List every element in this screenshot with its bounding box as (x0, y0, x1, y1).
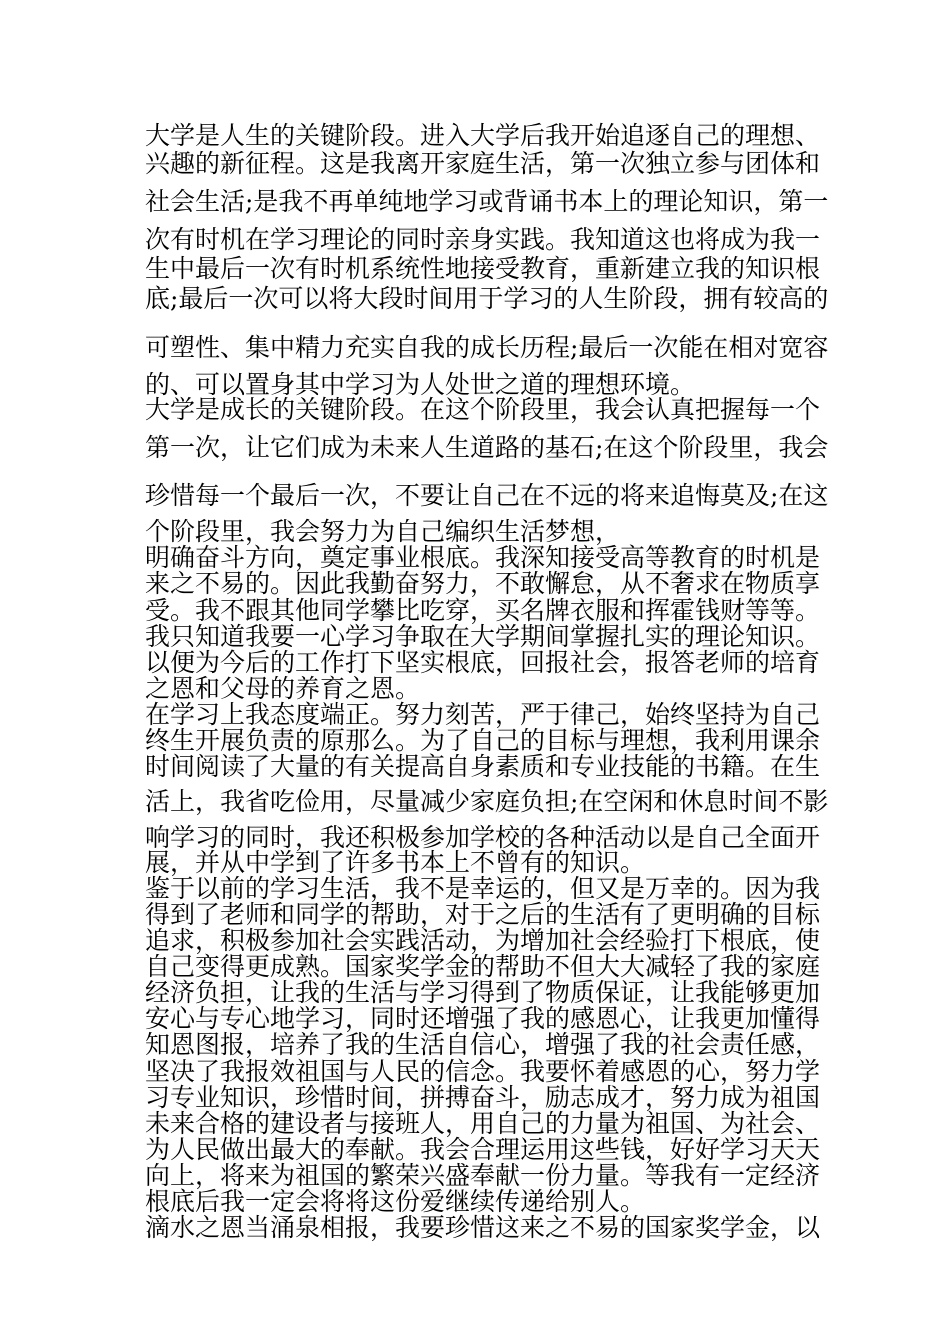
text-line: 安心与专心地学习，同时还增强了我的感恩心，让我更加懂得 (145, 1004, 821, 1033)
text-line: 知恩图报，培养了我的生活自信心，增强了我的社会责任感， (145, 1030, 821, 1059)
text-line: 展，并从中学到了许多书本上不曾有的知识。 (145, 848, 646, 877)
text-line: 生中最后一次有时机系统性地接受教育，重新建立我的知识根 (145, 254, 821, 283)
text-line: 以便为今后的工作打下坚实根底，回报社会，报答老师的培育 (145, 648, 821, 677)
text-line: 根底后我一定会将将这份爱继续传递给别人。 (145, 1187, 646, 1216)
text-line: 兴趣的新征程。这是我离开家庭生活，第一次独立参与团体和 (145, 149, 821, 178)
text-line: 在学习上我态度端正。努力刻苦，严于律己，始终坚持为自己 (145, 700, 821, 729)
text-line: 可塑性、集中精力充实自我的成长历程;最后一次能在相对宽容 (145, 333, 829, 362)
text-line: 终生开展负责的原那么。为了自己的目标与理想，我利用课余 (145, 726, 821, 755)
text-line: 为人民做出最大的奉献。我会合理运用这些钱，好好学习天天 (145, 1135, 821, 1164)
text-line: 习专业知识，珍惜时间，拼搏奋斗，励志成才，努力成为祖国 (145, 1083, 821, 1112)
text-line: 底;最后一次可以将大段时间用于学习的人生阶段，拥有较高的 (145, 284, 829, 313)
text-line: 之恩和父母的养育之恩。 (145, 674, 421, 703)
text-line: 时间阅读了大量的有关提高自身素质和专业技能的书籍。在生 (145, 752, 821, 781)
text-line: 次有时机在学习理论的同时亲身实践。我知道这也将成为我一 (145, 225, 821, 254)
text-line: 经济负担，让我的生活与学习得到了物质保证，让我能够更加 (145, 978, 821, 1007)
text-line: 大学是成长的关键阶段。在这个阶段里，我会认真把握每一个 (145, 395, 821, 424)
text-line: 滴水之恩当涌泉相报，我要珍惜这来之不易的国家奖学金，以 (145, 1213, 821, 1242)
text-line: 社会生活;是我不再单纯地学习或背诵书本上的理论知识，第一 (145, 187, 829, 216)
text-line: 鉴于以前的学习生活，我不是幸运的，但又是万幸的。因为我 (145, 874, 821, 903)
text-line: 珍惜每一个最后一次，不要让自己在不远的将来追悔莫及;在这 (145, 481, 829, 510)
text-line: 第一次，让它们成为未来人生道路的基石;在这个阶段里，我会 (145, 433, 829, 462)
text-line: 追求，积极参加社会实践活动，为增加社会经验打下根底，使 (145, 926, 821, 955)
text-line: 向上，将来为祖国的繁荣兴盛奉献一份力量。等我有一定经济 (145, 1161, 821, 1190)
text-line: 响学习的同时，我还积极参加学校的各种活动以是自己全面开 (145, 823, 821, 852)
text-line: 个阶段里，我会努力为自己编织生活梦想， (145, 517, 621, 546)
text-line: 的、可以置身其中学习为人处世之道的理想环境。 (145, 370, 696, 399)
text-line: 来之不易的。因此我勤奋努力，不敢懈怠，从不奢求在物质享 (145, 569, 821, 598)
text-line: 受。我不跟其他同学攀比吃穿，买名牌衣服和挥霍钱财等等。 (145, 596, 821, 625)
text-line: 我只知道我要一心学习争取在大学期间掌握扎实的理论知识。 (145, 622, 821, 651)
text-line: 大学是人生的关键阶段。进入大学后我开始追逐自己的理想、 (145, 121, 821, 150)
text-line: 未来合格的建设者与接班人，用自己的力量为祖国、为社会、 (145, 1109, 821, 1138)
text-line: 自己变得更成熟。国家奖学金的帮助不但大大减轻了我的家庭 (145, 952, 821, 981)
text-line: 得到了老师和同学的帮助，对于之后的生活有了更明确的目标 (145, 900, 821, 929)
text-line: 活上，我省吃俭用，尽量减少家庭负担;在空闲和休息时间不影 (145, 787, 829, 816)
text-line: 明确奋斗方向，奠定事业根底。我深知接受高等教育的时机是 (145, 543, 821, 572)
text-line: 坚决了我报效祖国与人民的信念。我要怀着感恩的心，努力学 (145, 1057, 821, 1086)
